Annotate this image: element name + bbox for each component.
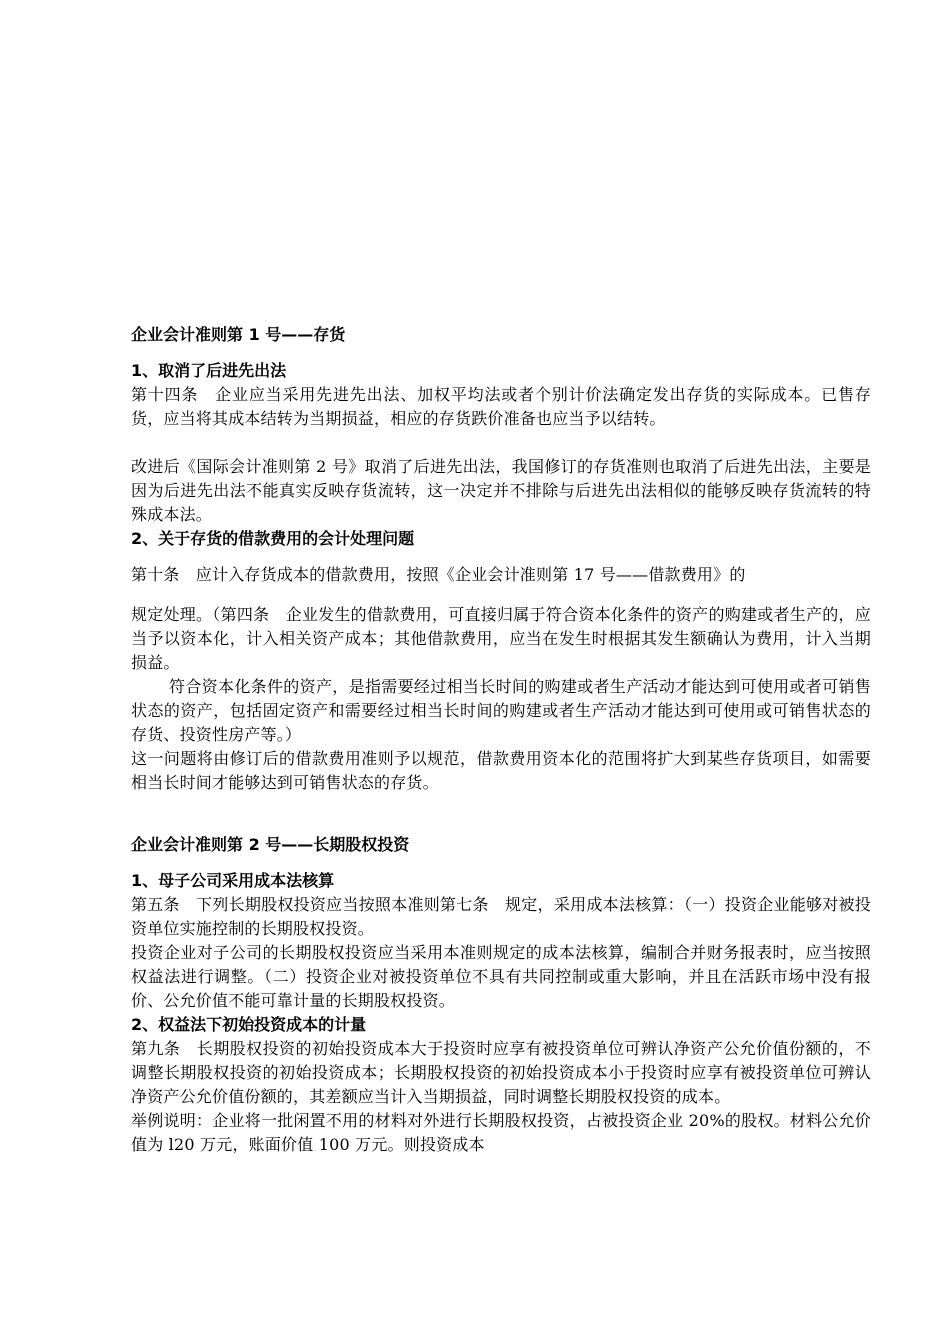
section1-paragraph-1: 第十四条 企业应当采用先进先出法、加权平均法或者个别计价法确定发出存货的实际成本。已售存货，应当将其成本结转为当期损益，相应的存货跌价准备也应当予以结转。 (131, 385, 871, 428)
section2-paragraph-1: 第五条 下列长期股权投资应当按照本准则第七条 规定，采用成本法核算：（一）投资企业能够对被投资单位实施控制的长期股权投资。 (131, 895, 871, 938)
section2-paragraph-2: 投资企业对子公司的长期股权投资应当采用本准则规定的成本法核算，编制合并财务报表时，应当按照权益法进行调整。（二）投资企业对被投资单位不具有共同控制或重大影响，并且在活跃市场中没有报价、公允价值不能可靠计量的长期股权投资。 (131, 943, 871, 1010)
section1-paragraph-5: 符合资本化条件的资产，是指需要经过相当长时间的购建或者生产活动才能达到可使用或者可销售状态的资产，包括固定资产和需要经过相当长时间的购建或者生产活动才能达到可使用或可销售状态的存货、投资性房产等。） (131, 677, 871, 744)
section2-title: 企业会计准则第 2 号——长期股权投资 (131, 835, 410, 854)
document-page (131, 323, 871, 1157)
section2-paragraph-3: 第九条 长期股权投资的初始投资成本大于投资时应享有被投资单位可辨认净资产公允价值份额的，不调整长期股权投资的初始投资成本；长期股权投资的初始投资成本小于投资时应享有被投资单位可辨认净资产公允价值份额的，其差额应当计入当期损益，同时调整长期股权投资的成本。 (131, 1039, 871, 1106)
section2-subheading-2: 2、权益法下初始投资成本的计量 (131, 1015, 367, 1034)
section1-subheading-2: 2、关于存货的借款费用的会计处理问题 (131, 529, 415, 548)
section2-paragraph-4: 举例说明：企业将一批闲置不用的材料对外进行长期股权投资，占被投资企业 20%的股权。材料公允价值为 l20 万元，账面价值 100 万元。则投资成本 (131, 1111, 871, 1154)
section1-subheading-1: 1、取消了后进先出法 (131, 361, 287, 380)
section1-paragraph-6: 这一问题将由修订后的借款费用准则予以规范，借款费用资本化的范围将扩大到某些存货项目，如需要相当长时间才能够达到可销售状态的存货。 (131, 749, 871, 792)
section1-paragraph-3: 第十条 应计入存货成本的借款费用，按照《企业会计准则第 17 号——借款费用》的 (131, 565, 746, 584)
section1-title: 企业会计准则第 1 号——存货 (131, 325, 346, 344)
section2-subheading-1: 1、母子公司采用成本法核算 (131, 871, 335, 890)
section1-paragraph-2: 改进后《国际会计准则第 2 号》取消了后进先出法，我国修订的存货准则也取消了后进先出法，主要是因为后进先出法不能真实反映存货流转，这一决定并不排除与后进先出法相似的能够反映存货流转的特殊成本法。 (131, 457, 871, 524)
section1-paragraph-4: 规定处理。（第四条 企业发生的借款费用，可直接归属于符合资本化条件的资产的购建或者生产的，应当予以资本化，计入相关资产成本；其他借款费用，应当在发生时根据其发生额确认为费用，计入当期损益。 (131, 605, 871, 672)
